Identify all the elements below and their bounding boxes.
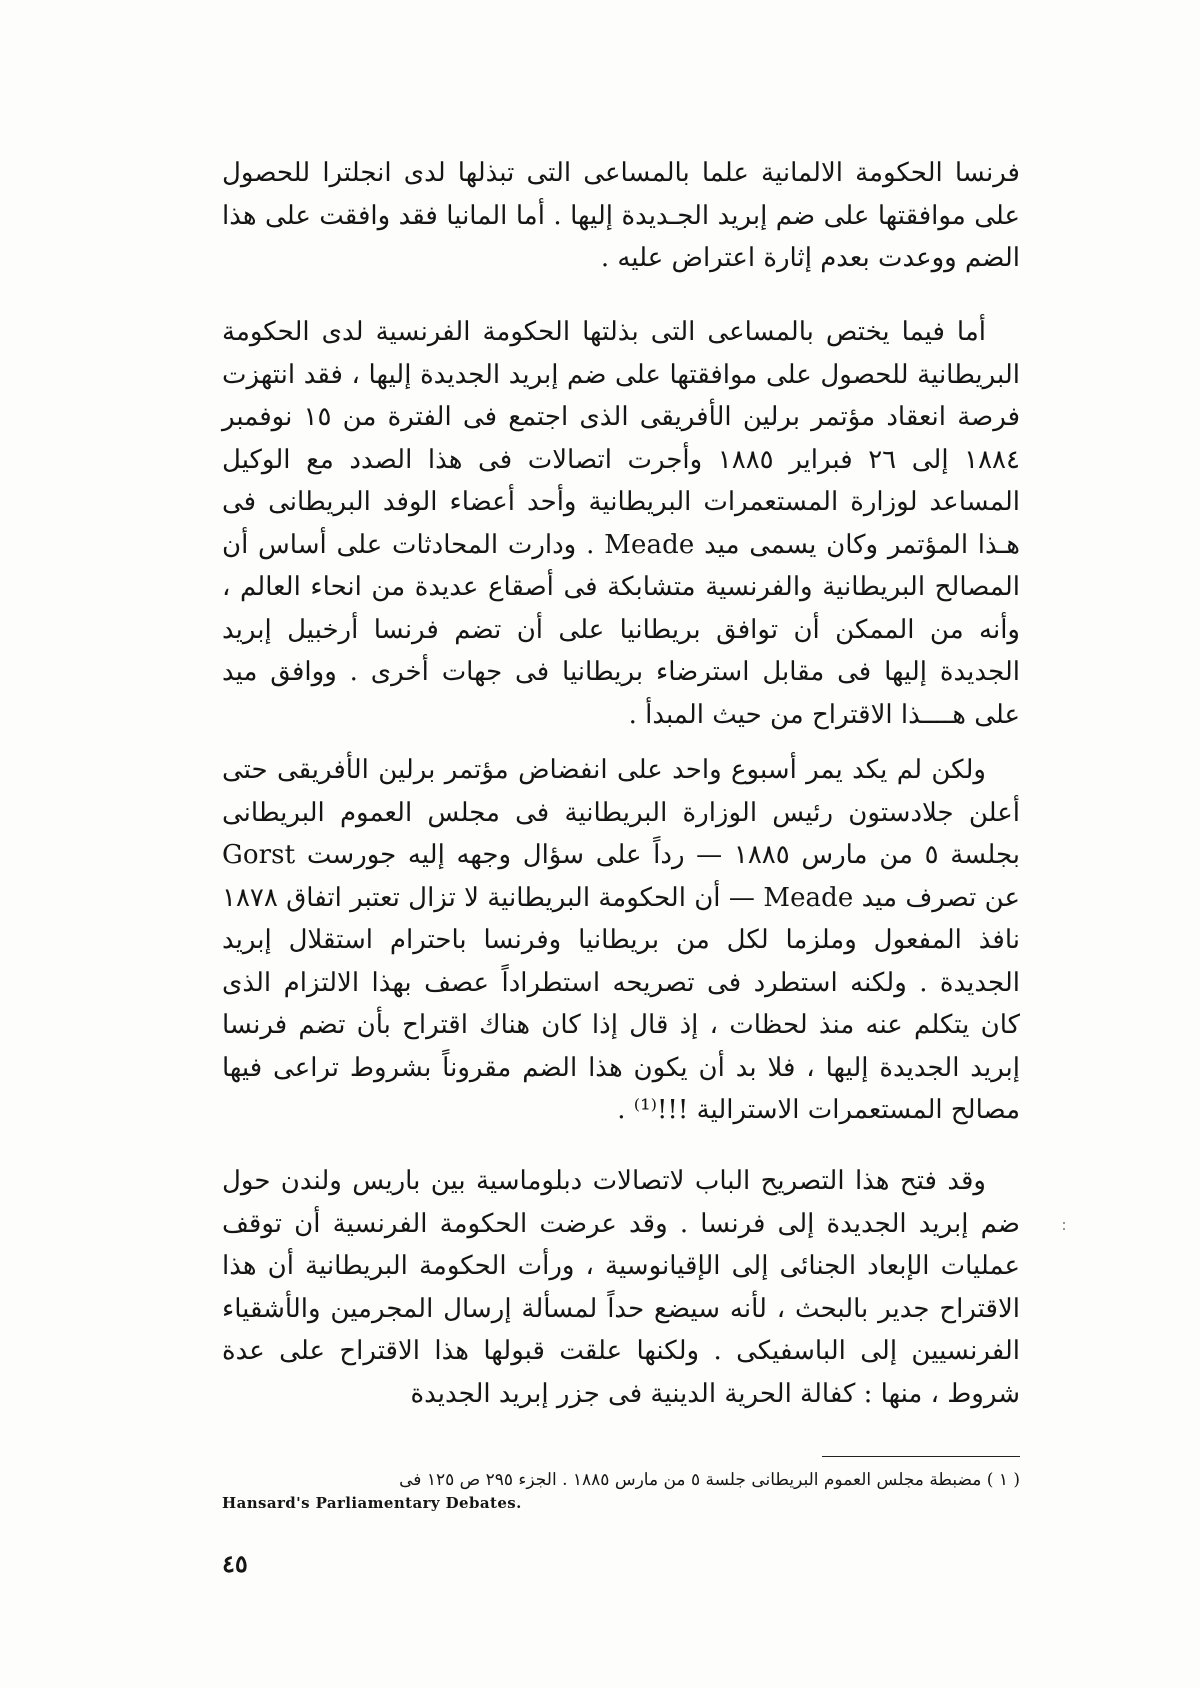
footnote-arabic: ( ١ ) مضبطة مجلس العموم البريطانى جلسة ٥ من مارس ١٨٨٥ . الجزء ٢٩٥ ص ١٢٥ فى	[399, 1470, 1020, 1490]
paragraph-3: ولكن لم يكد يمر أسبوع واحد على انفضاض مؤتمر برلين الأفريقى حتى أعلن جلادستون رئيس الوزارة البريطانية فى مجلس العموم البريطانى بجلسة ٥ من مارس ١٨٨٥ — رداً على سؤال وجهه إليه جورست Gorst عن تصرف ميد Meade — أن الحكومة البريطانية لا تزال تعتبر اتفاق ١٨٧٨ نافذ المفعول وملزما لكل من بريطانيا وفرنسا باحترام استقلال إبريد الجديدة . ولكنه استطرد فى تصريحه استطراداً عصف بهذا الالتزام الذى كان يتكلم عنه منذ لحظات ، إذ قال إذا كان هناك اقتراح بأن تضم فرنسا إبريد الجديدة إليها ، فلا بد أن يكون هذا الضم مقروناً بشروط تراعى فيها مصالح المستعمرات الاسترالية !!!⁽¹⁾ .	[222, 755, 1020, 1125]
paragraph-2: أما فيما يختص بالمساعى التى بذلتها الحكومة الفرنسية لدى الحكومة البريطانية للحصول على موافقتها على ضم إبريد الجديدة إليها ، فقد انتهزت فرصة انعقاد مؤتمر برلين الأفريقى الذى اجتمع فى الفترة من ١٥ نوفمبر ١٨٨٤ إلى ٢٦ فبراير ١٨٨٥ وأجرت اتصالات فى هذا الصدد مع الوكيل المساعد لوزارة المستعمرات البريطانية وأحد أعضاء الوفد البريطانى فى هـذا المؤتمر وكان يسمى ميد Meade . ودارت المحادثات على أساس أن المصالح البريطانية والفرنسية متشابكة فى أصقاع عديدة من انحاء العالم ، وأنه من الممكن أن توافق بريطانيا على أن تضم فرنسا أرخبيل إبريد الجديدة إليها فى مقابل استرضاء بريطانيا فى جهات أخرى . ووافق ميد على هــــذا الاقتراح من حيث المبدأ .	[222, 317, 1021, 730]
paragraph-1: فرنسا الحكومة الالمانية علما بالمساعى التى تبذلها لدى انجلترا للحصول على موافقتها على ضم إبريد الجـديدة إليها . أما المانيا فقد وافقت على هذا الضم ووعدت بعدم إثارة اعتراض عليه .	[222, 158, 1020, 273]
footnote-english: Hansard's Parliamentary Debates.	[222, 1494, 522, 1512]
margin-speck	[1063, 1222, 1067, 1236]
footnote-divider	[822, 1456, 1020, 1457]
paragraph-4: وقد فتح هذا التصريح الباب لاتصالات دبلوماسية بين باريس ولندن حول ضم إبريد الجديدة إلى فرنسا . وقد عرضت الحكومة الفرنسية أن توقف عمليات الإبعاد الجنائى إلى الإقيانوسية ، ورأت الحكومة البريطانية أن هذا الاقتراح جدير بالبحث ، لأنه سيضع حداً لمسألة إرسال المجرمين والأشقياء الفرنسيين إلى الباسفيكى . ولكنها علقت قبولها هذا الاقتراح على عدة شروط ، منها : كفالة الحرية الدينية فى جزر إبريد الجديدة	[222, 1166, 1020, 1409]
page-number: ٤٥	[222, 1549, 248, 1578]
